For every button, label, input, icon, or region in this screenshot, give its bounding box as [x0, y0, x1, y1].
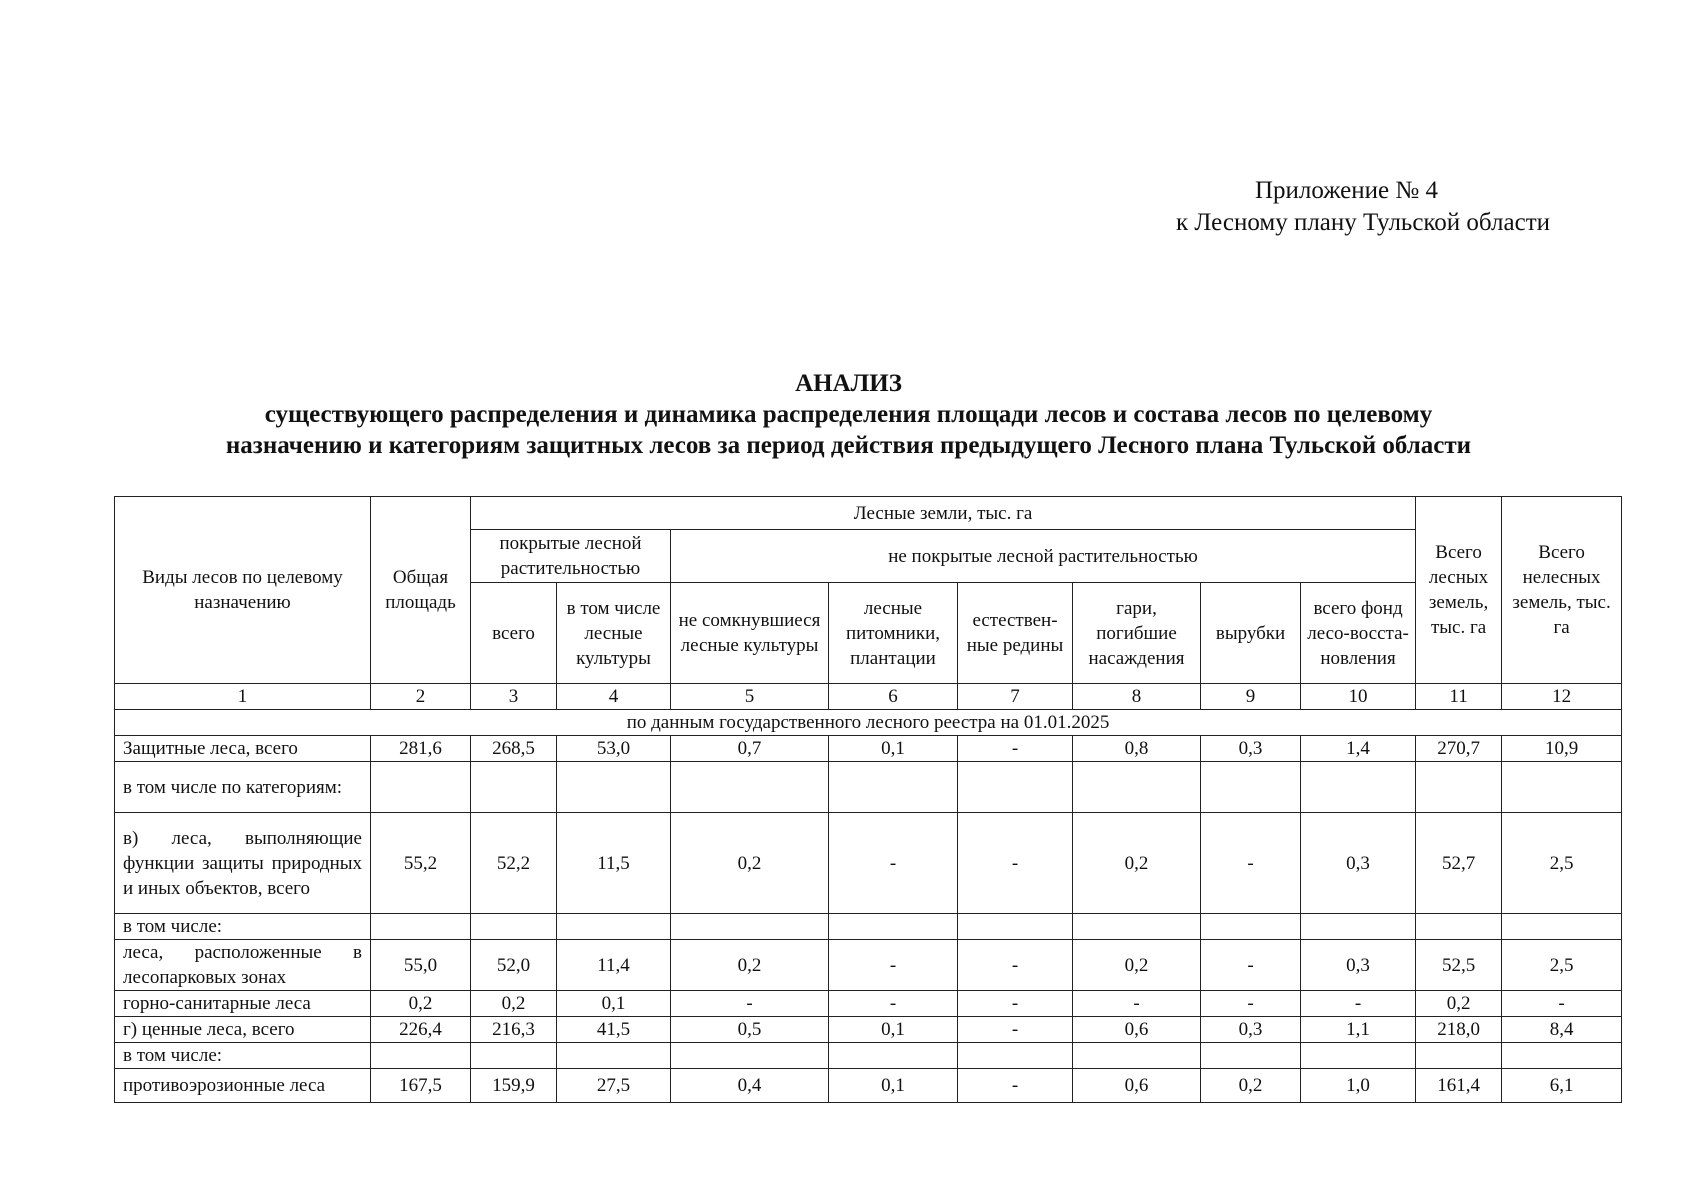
table-row [115, 736, 1622, 762]
cell-col-12: 2,5 [1502, 940, 1622, 991]
row-name: в том числе: [115, 1043, 371, 1069]
cell-col-11 [1416, 914, 1502, 940]
cell-col-12 [1502, 762, 1622, 813]
cell-col-2 [371, 762, 471, 813]
cell-col-3: 268,5 [471, 736, 557, 762]
column-number: 3 [471, 684, 557, 710]
row-name: в том числе: [115, 914, 371, 940]
cell-col-5: 0,5 [671, 1017, 829, 1043]
cell-col-12: 10,9 [1502, 736, 1622, 762]
cell-col-5 [671, 1043, 829, 1069]
appendix-note [1176, 175, 1550, 239]
cell-col-11: 218,0 [1416, 1017, 1502, 1043]
title-line-3: назначению и категориям защитных лесов за период действия предыдущего Лесного плана Тульской области [225, 432, 1472, 459]
cell-col-11 [1416, 1043, 1502, 1069]
cell-col-4: 27,5 [557, 1069, 671, 1103]
cell-col-6: 0,1 [829, 736, 958, 762]
document-title [0, 368, 1697, 461]
cell-col-10: 1,1 [1301, 1017, 1416, 1043]
cell-col-2: 226,4 [371, 1017, 471, 1043]
cell-col-3: 52,0 [471, 940, 557, 991]
title-line-2: существующего распределения и динамика распределения площади лесов и состава лесов по целевому [264, 401, 1433, 428]
table-row [115, 1069, 1622, 1103]
cell-col-7: - [958, 1017, 1073, 1043]
header-all: всего [471, 583, 557, 684]
row-name: в том числе по категориям: [115, 762, 371, 813]
cell-col-10 [1301, 762, 1416, 813]
cell-col-7 [958, 1043, 1073, 1069]
cell-col-11: 52,5 [1416, 940, 1502, 991]
header-burned: гари, погибшие насаждения [1073, 583, 1201, 684]
header-not-covered: не покрытые лесной растительностью [671, 530, 1416, 583]
column-number: 11 [1416, 684, 1502, 710]
cell-col-11 [1416, 762, 1502, 813]
cell-col-12: - [1502, 991, 1622, 1017]
cell-col-4: 11,5 [557, 813, 671, 914]
cell-col-10: 0,3 [1301, 940, 1416, 991]
cell-col-2: 55,0 [371, 940, 471, 991]
header-fund: всего фонд лесо-восста-новления [1301, 583, 1416, 684]
cell-col-8: 0,6 [1073, 1069, 1201, 1103]
cell-col-6: - [829, 813, 958, 914]
cell-col-8: 0,2 [1073, 813, 1201, 914]
table-row [115, 940, 1622, 991]
column-number: 5 [671, 684, 829, 710]
cell-col-2 [371, 1043, 471, 1069]
cell-col-9: - [1201, 991, 1301, 1017]
cell-col-7 [958, 762, 1073, 813]
cell-col-3 [471, 914, 557, 940]
cell-col-11: 270,7 [1416, 736, 1502, 762]
column-number: 7 [958, 684, 1073, 710]
analysis-table [114, 496, 1622, 1103]
cell-col-10: - [1301, 991, 1416, 1017]
cell-col-10: 1,4 [1301, 736, 1416, 762]
column-number: 8 [1073, 684, 1201, 710]
cell-col-9 [1201, 1043, 1301, 1069]
section-row [115, 710, 1622, 736]
cell-col-11: 161,4 [1416, 1069, 1502, 1103]
cell-col-8 [1073, 914, 1201, 940]
header-covered: покрытые лесной растительностью [471, 530, 671, 583]
cell-col-2 [371, 914, 471, 940]
header-unclosed: не сомкнувшиеся лесные культуры [671, 583, 829, 684]
row-name: Защитные леса, всего [115, 736, 371, 762]
header-natural: естествен-ные редины [958, 583, 1073, 684]
cell-col-9 [1201, 762, 1301, 813]
cell-col-5 [671, 914, 829, 940]
table-row [115, 914, 1622, 940]
cell-col-8: 0,2 [1073, 940, 1201, 991]
cell-col-6 [829, 762, 958, 813]
cell-col-6: - [829, 991, 958, 1017]
cell-col-7 [958, 914, 1073, 940]
cell-col-9: - [1201, 813, 1301, 914]
column-number: 6 [829, 684, 958, 710]
cell-col-9: 0,3 [1201, 1017, 1301, 1043]
cell-col-8: - [1073, 991, 1201, 1017]
cell-col-4: 53,0 [557, 736, 671, 762]
cell-col-6: 0,1 [829, 1017, 958, 1043]
row-name: г) ценные леса, всего [115, 1017, 371, 1043]
cell-col-12 [1502, 914, 1622, 940]
cell-col-4 [557, 1043, 671, 1069]
cell-col-9: - [1201, 940, 1301, 991]
table-row [115, 991, 1622, 1017]
cell-col-5: - [671, 991, 829, 1017]
row-name: в) леса, выполняющие функции защиты природных и иных объектов, всего [115, 813, 371, 914]
cell-col-8: 0,8 [1073, 736, 1201, 762]
cell-col-7: - [958, 736, 1073, 762]
appendix-line-1: Приложение № 4 [1254, 177, 1438, 204]
row-name: горно-санитарные леса [115, 991, 371, 1017]
cell-col-3: 216,3 [471, 1017, 557, 1043]
table-row [115, 813, 1622, 914]
cell-col-7: - [958, 940, 1073, 991]
cell-col-3: 0,2 [471, 991, 557, 1017]
cell-col-4 [557, 762, 671, 813]
column-number: 12 [1502, 684, 1622, 710]
column-number: 10 [1301, 684, 1416, 710]
header-total-forest: Всего лесных земель, тыс. га [1416, 497, 1502, 684]
cell-col-9: 0,2 [1201, 1069, 1301, 1103]
column-number-row [115, 684, 1622, 710]
cell-col-12: 2,5 [1502, 813, 1622, 914]
cell-col-2: 167,5 [371, 1069, 471, 1103]
cell-col-7: - [958, 813, 1073, 914]
header-kind: Виды лесов по целевому назначению [115, 497, 371, 684]
header-total-area: Общая площадь [371, 497, 471, 684]
table-row [115, 1017, 1622, 1043]
title-main: АНАЛИЗ [795, 370, 902, 397]
cell-col-11: 52,7 [1416, 813, 1502, 914]
cell-col-5: 0,2 [671, 813, 829, 914]
cell-col-2: 0,2 [371, 991, 471, 1017]
cell-col-5: 0,2 [671, 940, 829, 991]
cell-col-3 [471, 762, 557, 813]
cell-col-6 [829, 914, 958, 940]
cell-col-10: 0,3 [1301, 813, 1416, 914]
cell-col-2: 55,2 [371, 813, 471, 914]
cell-col-3 [471, 1043, 557, 1069]
column-number: 2 [371, 684, 471, 710]
header-incl-cultures: в том числе лесные культуры [557, 583, 671, 684]
cell-col-10 [1301, 1043, 1416, 1069]
cell-col-12: 6,1 [1502, 1069, 1622, 1103]
column-number: 1 [115, 684, 371, 710]
cell-col-5 [671, 762, 829, 813]
table-row [115, 1043, 1622, 1069]
cell-col-8 [1073, 1043, 1201, 1069]
row-name: леса, расположенные в лесопарковых зонах [115, 940, 371, 991]
cell-col-6: 0,1 [829, 1069, 958, 1103]
row-name: противоэрозионные леса [115, 1069, 371, 1103]
cell-col-7: - [958, 1069, 1073, 1103]
cell-col-10: 1,0 [1301, 1069, 1416, 1103]
cell-col-2: 281,6 [371, 736, 471, 762]
appendix-line-2: к Лесному плану Тульской области [1175, 209, 1550, 236]
cell-col-12 [1502, 1043, 1622, 1069]
header-cuttings: вырубки [1201, 583, 1301, 684]
cell-col-4: 41,5 [557, 1017, 671, 1043]
cell-col-6: - [829, 940, 958, 991]
cell-col-7: - [958, 991, 1073, 1017]
cell-col-12: 8,4 [1502, 1017, 1622, 1043]
cell-col-5: 0,7 [671, 736, 829, 762]
cell-col-3: 52,2 [471, 813, 557, 914]
cell-col-4: 11,4 [557, 940, 671, 991]
cell-col-3: 159,9 [471, 1069, 557, 1103]
header-nurseries: лесные питомники, плантации [829, 583, 958, 684]
header-total-nonforest: Всего нелесных земель, тыс. га [1502, 497, 1622, 684]
column-number: 9 [1201, 684, 1301, 710]
analysis-table-wrapper [114, 496, 1621, 1103]
cell-col-4 [557, 914, 671, 940]
cell-col-9 [1201, 914, 1301, 940]
cell-col-6 [829, 1043, 958, 1069]
cell-col-9: 0,3 [1201, 736, 1301, 762]
header-forest-lands: Лесные земли, тыс. га [471, 497, 1416, 530]
cell-col-11: 0,2 [1416, 991, 1502, 1017]
table-row [115, 762, 1622, 813]
cell-col-8: 0,6 [1073, 1017, 1201, 1043]
cell-col-5: 0,4 [671, 1069, 829, 1103]
cell-col-8 [1073, 762, 1201, 813]
column-number: 4 [557, 684, 671, 710]
section-label: по данным государственного лесного реестра на 01.01.2025 [115, 710, 1622, 736]
cell-col-10 [1301, 914, 1416, 940]
cell-col-4: 0,1 [557, 991, 671, 1017]
